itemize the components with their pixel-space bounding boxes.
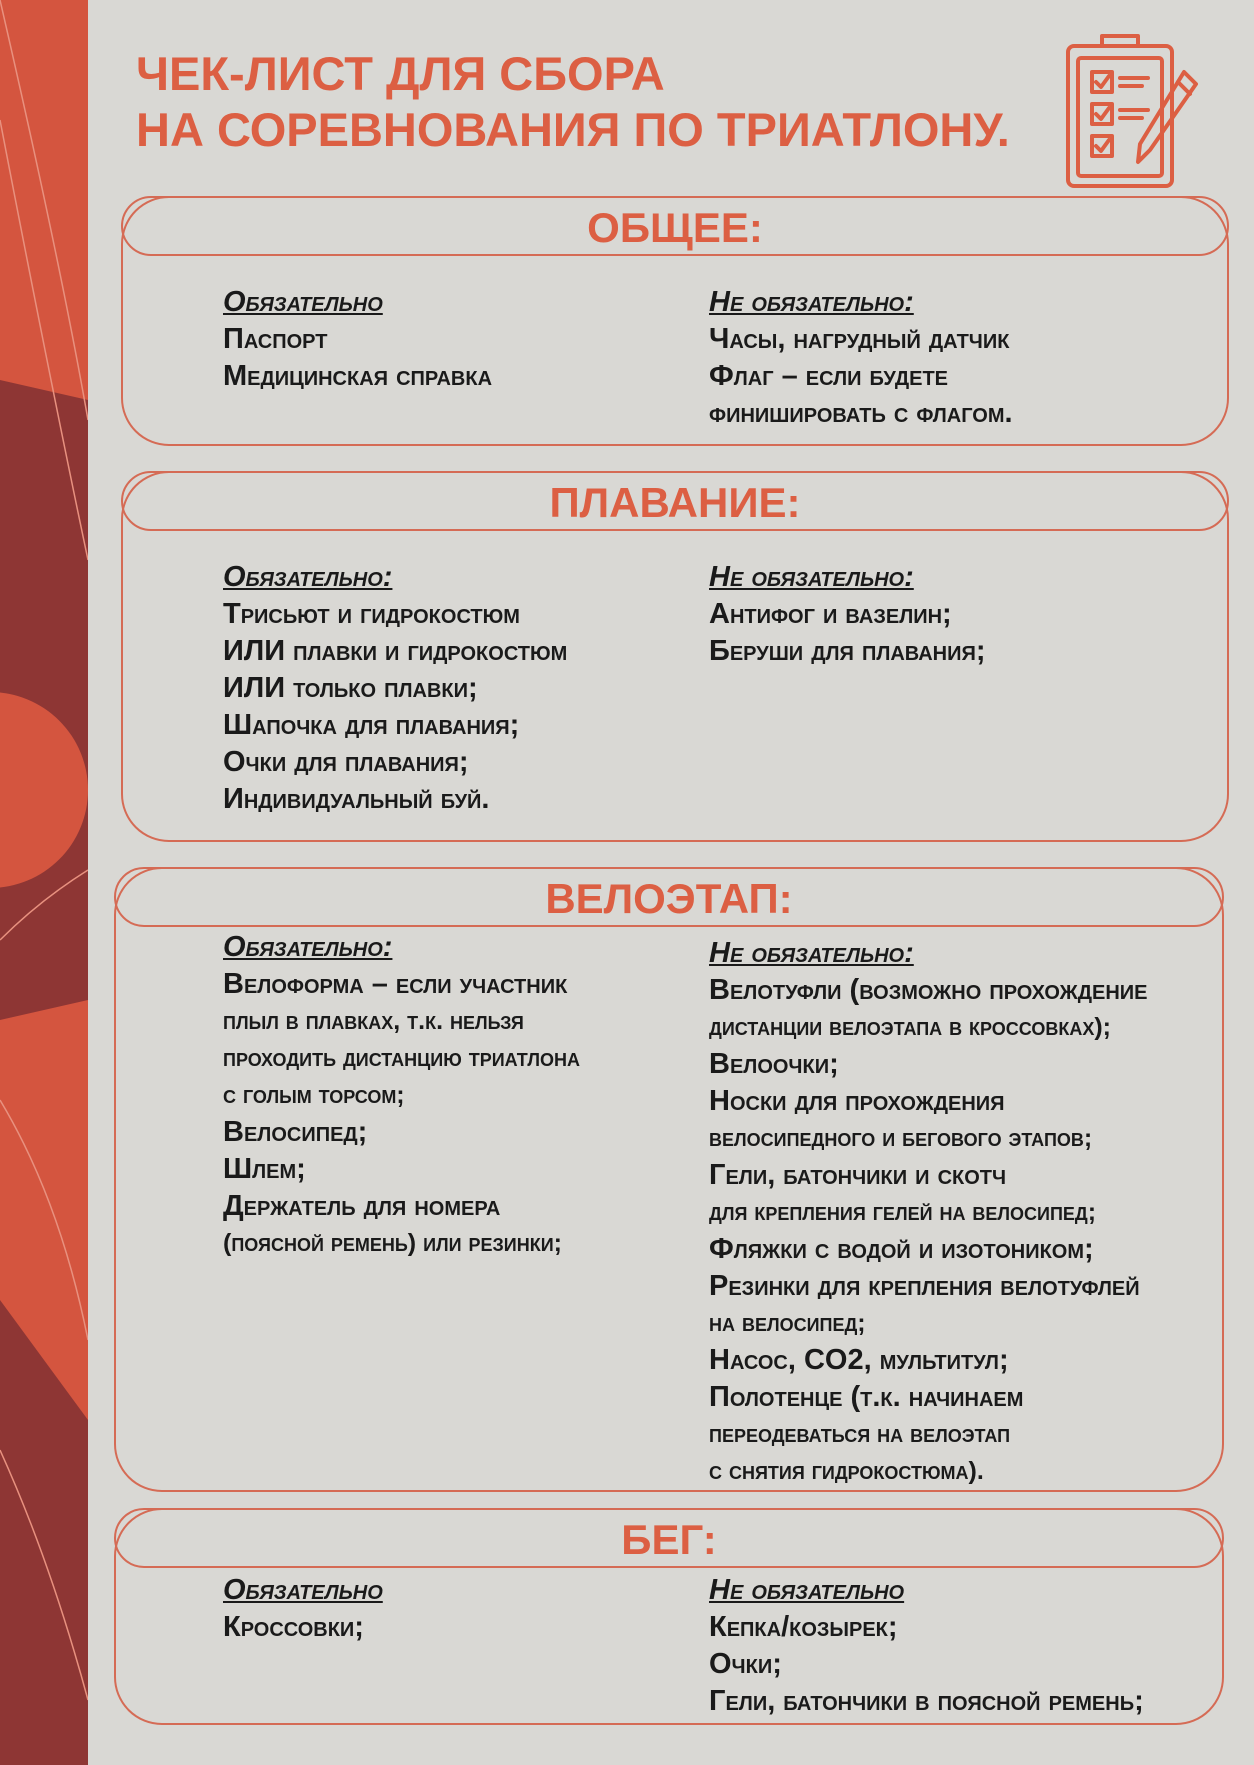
page-title-line-2: НА СОРЕВНОВАНИЯ ПО ТРИАТЛОНУ.	[136, 103, 1010, 156]
required-label: Обязательно:	[223, 931, 393, 963]
checklist-item: Беруши для плавания;	[709, 635, 986, 667]
optional-column	[709, 935, 1179, 1490]
optional-column	[709, 559, 1179, 670]
checklist-item: Медицинская справка	[223, 360, 493, 392]
checklist-item: Насос, CO2, мультитул;	[709, 1344, 1009, 1376]
optional-column	[709, 284, 1179, 432]
checklist-item: Трисьют и гидрокостюм	[223, 598, 520, 630]
required-column	[223, 284, 693, 395]
checklist-item: Кроссовки;	[223, 1611, 364, 1643]
checklist-item: Индивидуальный буй.	[223, 783, 490, 815]
checklist-item: Гели, батончики и скотч	[709, 1159, 1007, 1191]
checklist-item: велосипедного и бегового этапов;	[709, 1124, 1093, 1152]
checklist-item: дистанции велоэтапа в кроссовках);	[709, 1013, 1111, 1041]
checklist-item: переодеваться на велоэтап	[709, 1420, 1011, 1448]
checklist-clipboard-icon	[1062, 32, 1202, 192]
required-label: Обязательно:	[223, 561, 393, 593]
checklist-item: Паспорт	[223, 323, 328, 355]
checklist-item: Флаг – если будете	[709, 360, 949, 392]
checklist-item: Носки для прохождения	[709, 1085, 1005, 1117]
checklist-item: Кепка/козырек;	[709, 1611, 898, 1643]
required-label: Обязательно	[223, 1574, 383, 1606]
section-title: ОБЩЕЕ:	[587, 204, 763, 251]
checklist-item: Полотенце (т.к. начинаем	[709, 1381, 1024, 1413]
checklist-item: (поясной ремень) или резинки;	[223, 1229, 562, 1257]
section-running	[114, 1508, 1224, 1725]
section-title: БЕГ:	[621, 1516, 717, 1563]
optional-label: Не обязательно	[709, 1574, 905, 1606]
section-title: ВЕЛОЭТАП:	[545, 875, 793, 922]
page-title-line-1: ЧЕК-ЛИСТ ДЛЯ СБОРА	[136, 47, 665, 100]
checklist-item: Шапочка для плавания;	[223, 709, 520, 741]
checklist-item: на велосипед;	[709, 1309, 866, 1337]
section-swimming	[121, 471, 1229, 842]
checklist-item: проходить дистанцию триатлона	[223, 1044, 580, 1072]
section-general	[121, 196, 1229, 446]
required-column	[223, 1572, 693, 1646]
section-cycling	[114, 867, 1224, 1492]
checklist-item: финишировать с флагом.	[709, 397, 1013, 429]
section-title: ПЛАВАНИЕ:	[549, 479, 801, 526]
checklist-item: Очки;	[709, 1648, 782, 1680]
checklist-item: Антифог и вазелин;	[709, 598, 952, 630]
checklist-item: Велоочки;	[709, 1048, 839, 1080]
checklist-item: Часы, нагрудный датчик	[709, 323, 1010, 355]
checklist-item: для крепления гелей на велосипед;	[709, 1198, 1097, 1226]
checklist-item: Гели, батончики в поясной ремень;	[709, 1685, 1144, 1717]
checklist-item: Держатель для номера	[223, 1190, 501, 1222]
checklist-item: с голым торсом;	[223, 1081, 405, 1109]
checklist-item: ИЛИ плавки и гидрокостюм	[223, 635, 568, 667]
checklist-item: Велоформа – если участник	[223, 968, 568, 1000]
checklist-item: Резинки для крепления велотуфлей	[709, 1270, 1140, 1302]
page-title	[136, 46, 1010, 158]
required-column	[223, 559, 693, 818]
checklist-item: Очки для плавания;	[223, 746, 469, 778]
optional-label: Не обязательно:	[709, 561, 914, 593]
optional-label: Не обязательно:	[709, 937, 914, 969]
checklist-item: Фляжки с водой и изотоником;	[709, 1233, 1094, 1265]
checklist-item: ИЛИ только плавки;	[223, 672, 478, 704]
checklist-item: с снятия гидрокостюма).	[709, 1457, 984, 1485]
checklist-item: плыл в плавках, т.к. нельзя	[223, 1007, 524, 1035]
checklist-item: Велосипед;	[223, 1116, 368, 1148]
checklist-item: Шлем;	[223, 1153, 306, 1185]
optional-label: Не обязательно:	[709, 286, 914, 318]
decorative-stripe	[0, 0, 88, 1765]
required-label: Обязательно	[223, 286, 383, 318]
optional-column	[709, 1572, 1179, 1720]
checklist-item: Велотуфли (возможно прохождение	[709, 974, 1148, 1006]
required-column	[223, 929, 693, 1262]
